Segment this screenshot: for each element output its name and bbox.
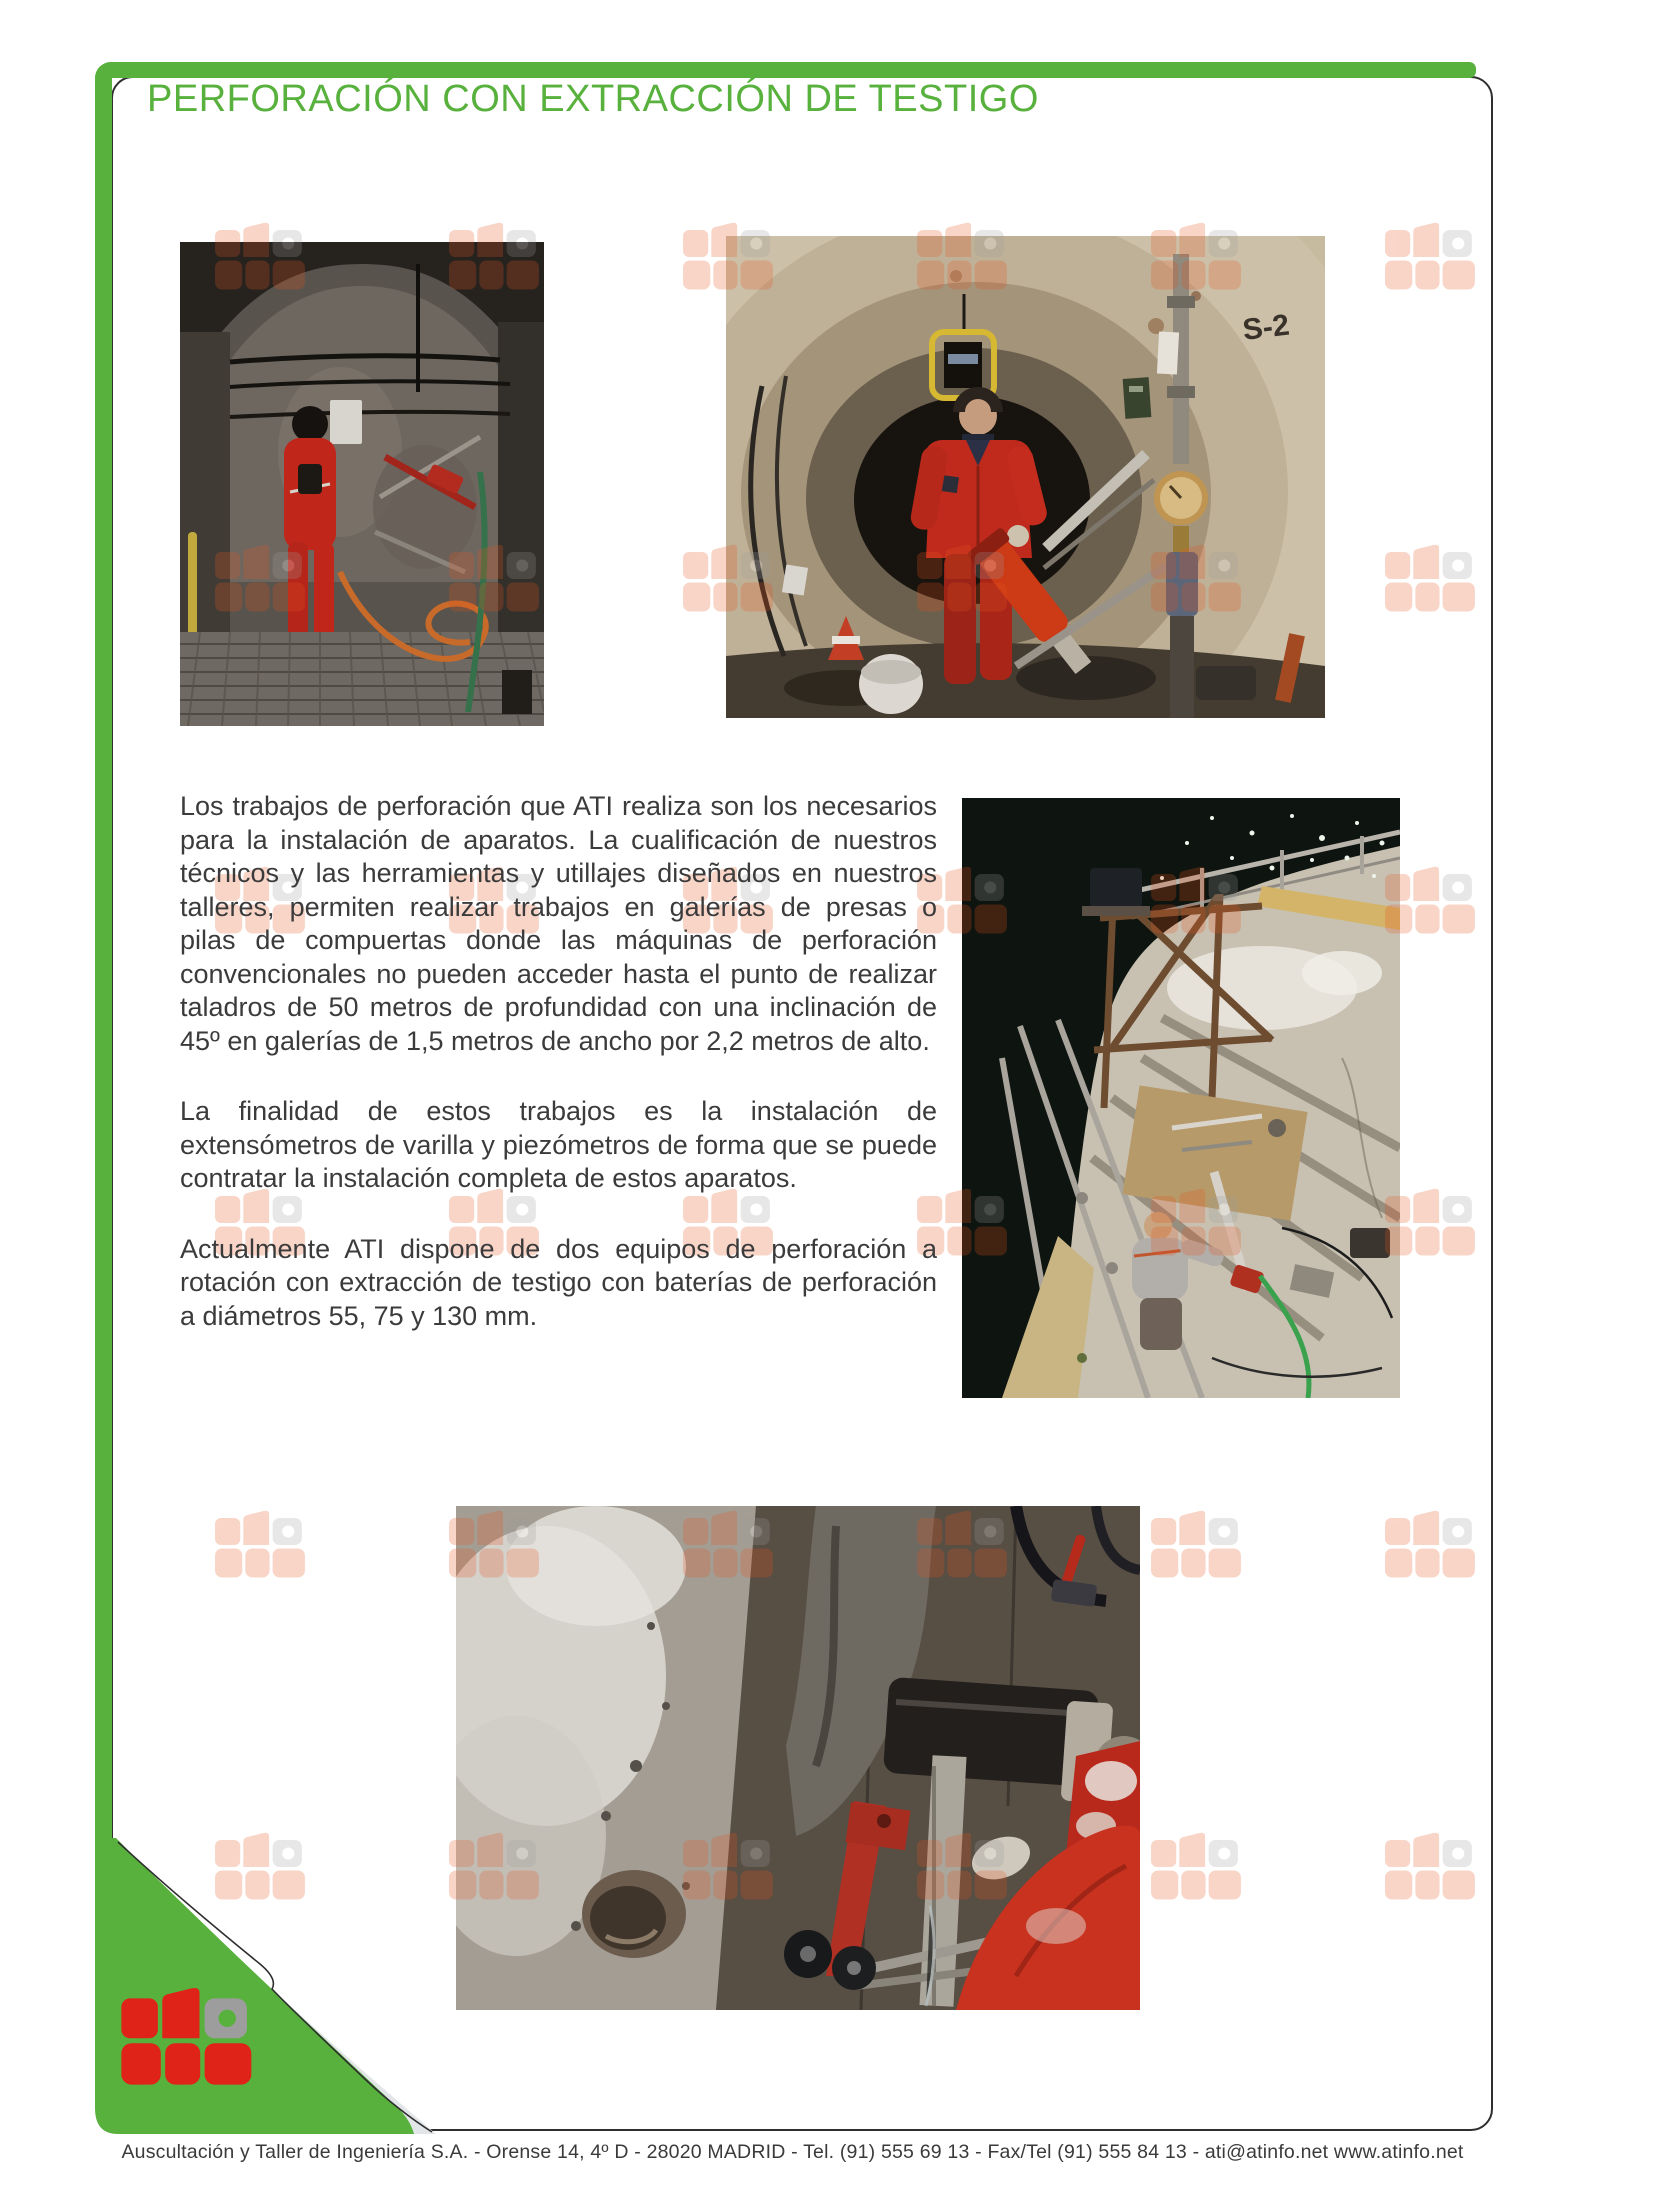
body-text [180, 790, 937, 1370]
frame-top-bar [95, 62, 1476, 78]
photo-scaffold-drilling-on-dam-face [962, 798, 1400, 1398]
paragraph-1: Los trabajos de perforación que ATI realiza son los necesarios para la instalación de aparatos. La cualificación de nuestros técnicos y las herramientas y utillajes diseñados en nuestros talleres, permiten realizar trabajos en galerías de presas o pilas de compuertas donde las máquinas de perforación convencionales no pueden acceder hasta el punto de realizar taladros de 50 metros de profundidad con una inclinación de 45º en galerías de 1,5 metros de ancho por 2,2 metros de alto. [180, 791, 937, 1056]
paragraph-3: Actualmente ATI dispone de dos equipos de perforación a rotación con extracción de testigo con baterías de perforación a diámetros 55, 75 y 130 mm. [180, 1233, 937, 1331]
ati-logo [117, 1977, 263, 2091]
frame-left-bar [95, 62, 112, 1852]
photo-technician-with-drill-in-tunnel [726, 236, 1325, 718]
footer-contact: Auscultación y Taller de Ingeniería S.A. - Orense 14, 4º D - 28020 MADRID - Tel. (91) 555 69 13 - Fax/Tel (91) 555 84 13 - ati@atinfo.net www.atinfo.net [121, 2141, 1464, 2163]
photo-drilling-rig-in-dam-gallery [180, 242, 544, 726]
logo-hole-circle [218, 2010, 236, 2027]
tunnel-wall-marking: S-2 [1240, 308, 1292, 347]
photo-core-drill-machine-closeup [456, 1506, 1140, 2010]
paragraph-2: La finalidad de estos trabajos es la instalación de extensómetros de varilla y piezómetros de forma que se puede contratar la instalación completa de estos aparatos. [180, 1096, 937, 1193]
page-title: PERFORACIÓN CON EXTRACCIÓN DE TESTIGO [147, 78, 1039, 120]
